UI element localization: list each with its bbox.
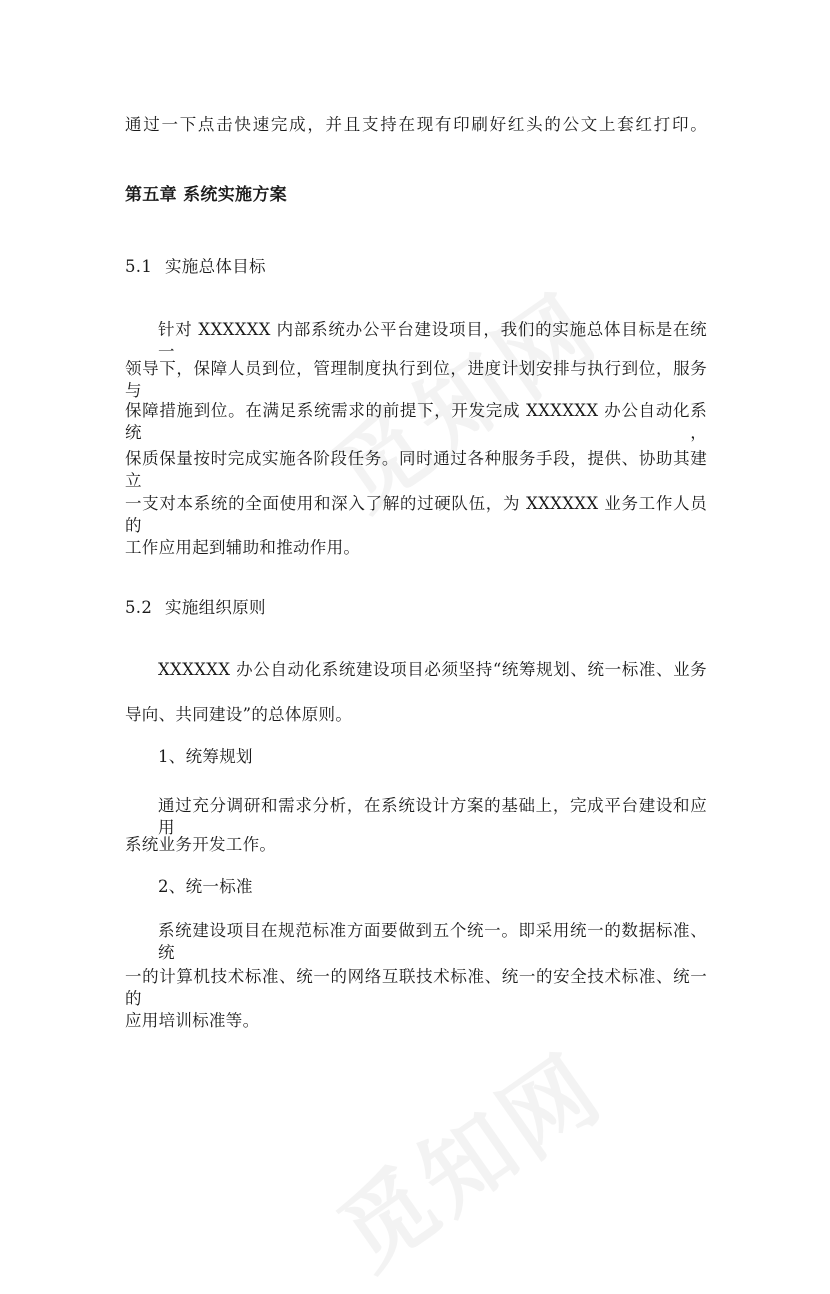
paragraph-line: 系统建设项目在规范标准方面要做到五个统一。即采用统一的数据标准、统: [158, 921, 707, 962]
paragraph-line: 针对 XXXXXX 内部系统办公平台建设项目，我们的实施总体目标是在统一: [158, 320, 707, 361]
paragraph-line: 应用培训标准等。: [125, 1011, 260, 1030]
chapter-heading: 第五章 系统实施方案: [125, 185, 287, 205]
paragraph-line: 保质保量按时完成实施各阶段任务。同时通过各种服务手段，提供、协助其建立: [125, 449, 707, 490]
paragraph-line: 领导下，保障人员到位，管理制度执行到位，进度计划安排与执行到位，服务与: [125, 359, 707, 400]
paragraph-line: 工作应用起到辅助和推动作用。: [125, 538, 361, 557]
paragraph-line: 一的计算机技术标准、统一的网络互联技术标准、统一的安全技术标准、统一的: [125, 967, 707, 1008]
section-heading-5-1: [125, 256, 266, 278]
watermark-bottom: [309, 1018, 626, 1294]
paragraph-line: 导向、共同建设”的总体原则。: [125, 705, 353, 724]
list-item-heading: 2、统一标准: [158, 877, 253, 896]
section-heading-5-2: [125, 597, 266, 619]
paragraph-line: 一支对本系统的全面使用和深入了解的过硬队伍，为 XXXXXX 业务工作人员的: [125, 494, 707, 535]
section-title: 实施组织原则: [165, 598, 266, 617]
paragraph-line: 通过充分调研和需求分析，在系统设计方案的基础上，完成平台建设和应用: [158, 796, 707, 837]
paragraph-line: 通过一下点击快速完成，并且支持在现有印刷好红头的公文上套红打印。: [125, 115, 707, 134]
section-number: 5.1: [125, 257, 153, 276]
paragraph-line: 系统业务开发工作。: [125, 835, 277, 854]
paragraph-line: 保障措施到位。在满足系统需求的前提下，开发完成 XXXXXX 办公自动化系统，: [125, 401, 707, 442]
section-title: 实施总体目标: [165, 257, 266, 276]
section-number: 5.2: [125, 598, 153, 617]
list-item-heading: 1、统筹规划: [158, 747, 253, 766]
paragraph-line: XXXXXX 办公自动化系统建设项目必须坚持“统筹规划、统一标准、业务: [158, 660, 707, 679]
